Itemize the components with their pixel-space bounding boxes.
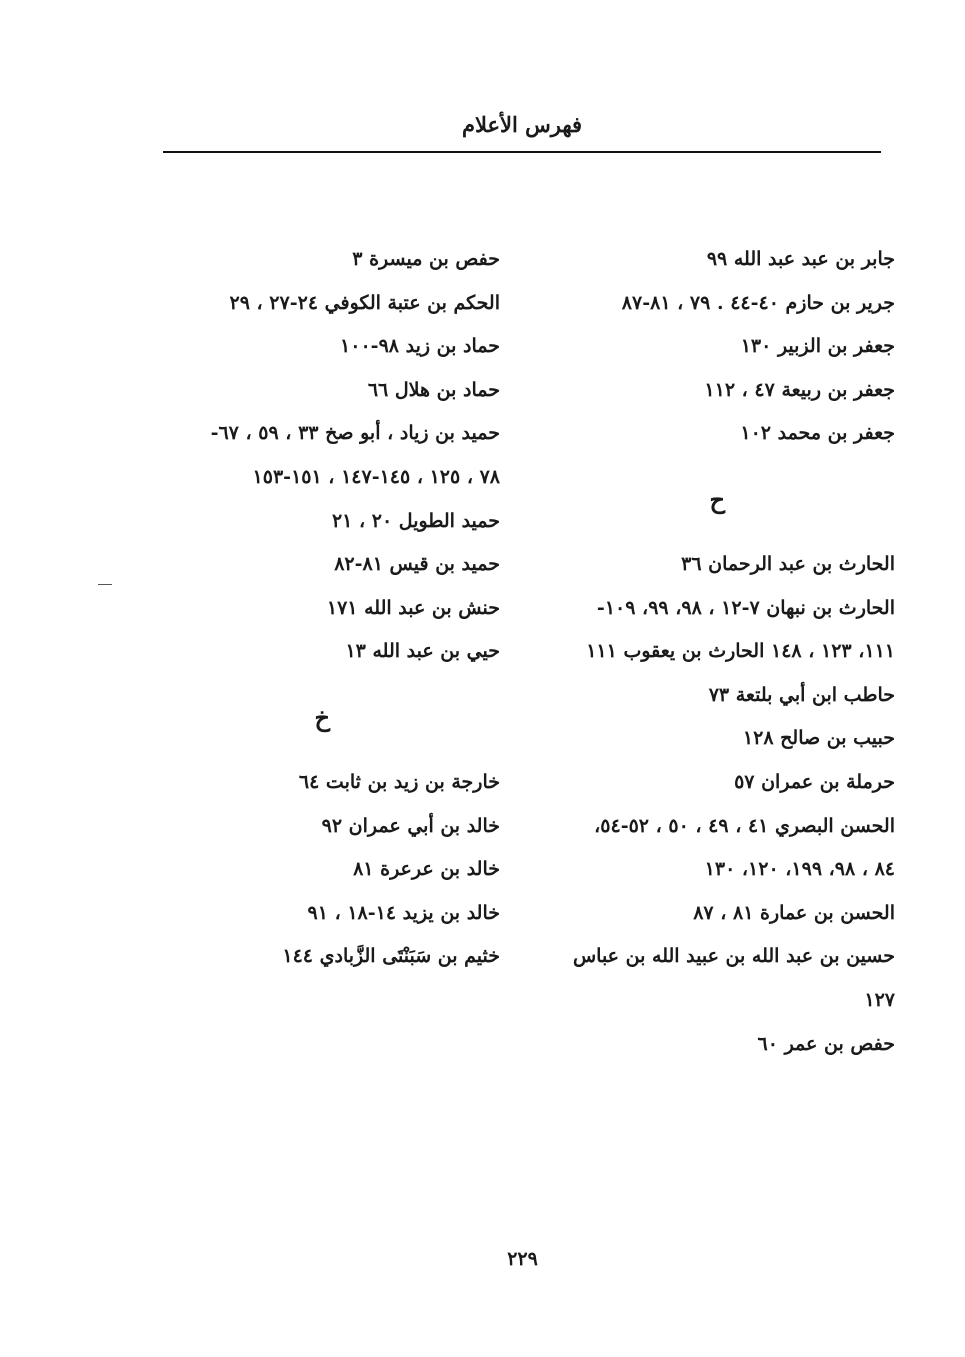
index-entry: حميد بن زياد ، أبو صخ ٣٣ ، ٥٩ ، ٦٧- <box>210 422 500 445</box>
index-entry: جعفر بن الزبير ١٣٠ <box>740 335 895 358</box>
index-entry: جعفر بن محمد ١٠٢ <box>740 422 895 445</box>
index-column-right <box>535 238 895 1066</box>
index-entry: حفص بن ميسرة ٣ <box>352 248 500 270</box>
index-entry: حميد الطويل ٢٠ ، ٢١ <box>331 509 500 532</box>
margin-mark <box>98 584 112 585</box>
index-entry: خالد بن يزيد ١٤-١٨ ، ٩١ <box>307 901 500 924</box>
index-entry: ٧٨ ، ١٢٥ ، ١٤٥-١٤٧ ، ١٥١-١٥٣ <box>252 465 500 488</box>
index-entry: خالد بن أبي عمران ٩٢ <box>321 814 500 837</box>
index-entry: حميد بن قيس ٨١-٨٢ <box>334 553 500 576</box>
section-letter-kha: خ <box>314 702 330 732</box>
index-entry: خالد بن عرعرة ٨١ <box>353 858 500 881</box>
index-entry: حنش بن عبد الله ١٧١ <box>326 596 500 619</box>
index-entry: حسين بن عبد الله بن عبيد الله بن عباس <box>572 945 895 968</box>
page-number: ٢٢٩ <box>507 1248 538 1270</box>
index-entry: حرملة بن عمران ٥٧ <box>734 770 895 793</box>
index-entry: جرير بن حازم ٤٠-٤٤ . ٧٩ ، ٨١-٨٧ <box>621 291 895 314</box>
index-entry: حيي بن عبد الله ١٣ <box>345 640 500 663</box>
index-entry: ٨٤ ، ٩٨، ١٩٩، ١٢٠، ١٣٠ <box>704 858 895 881</box>
running-header: فهرس الأعلام <box>461 112 583 137</box>
index-entry: ١١١، ١٢٣ ، ١٤٨ الحارث بن يعقوب ١١١ <box>586 640 895 663</box>
index-entry: الحسن البصري ٤١ ، ٤٩ ، ٥٠ ، ٥٢-٥٤، <box>594 814 895 837</box>
index-entry: الحارث بن نبهان ٧-١٢ ، ٩٨، ٩٩، ١٠٩- <box>596 596 895 619</box>
index-entry: جعفر بن ربيعة ٤٧ ، ١١٢ <box>704 378 895 401</box>
index-entry: حبيب بن صالح ١٢٨ <box>742 727 895 750</box>
index-entry: الحسن بن عمارة ٨١ ، ٨٧ <box>693 901 895 924</box>
index-entry: حماد بن زيد ٩٨-١٠٠ <box>340 335 500 358</box>
header-rule <box>163 151 881 153</box>
section-letter-ha: ح <box>709 484 725 514</box>
index-entry: ١٢٧ <box>864 988 895 1011</box>
index-entry: حماد بن هلال ٦٦ <box>367 378 500 401</box>
index-entry: خارجة بن زيد بن ثابت ٦٤ <box>298 770 500 793</box>
index-entry: الحكم بن عتبة الكوفي ٢٤-٢٧ ، ٢٩ <box>229 291 500 314</box>
index-column-left <box>135 238 500 979</box>
index-entry: جابر بن عبد عبد الله ٩٩ <box>706 248 895 270</box>
index-entry: حفص بن عمر ٦٠ <box>757 1032 895 1055</box>
index-entry: خثيم بن سَبَنْتَى الزَّبادي ١٤٤ <box>282 945 500 968</box>
index-entry: الحارث بن عبد الرحمان ٣٦ <box>681 552 895 575</box>
index-entry: حاطب ابن أبي بلتعة ٧٣ <box>708 683 895 706</box>
